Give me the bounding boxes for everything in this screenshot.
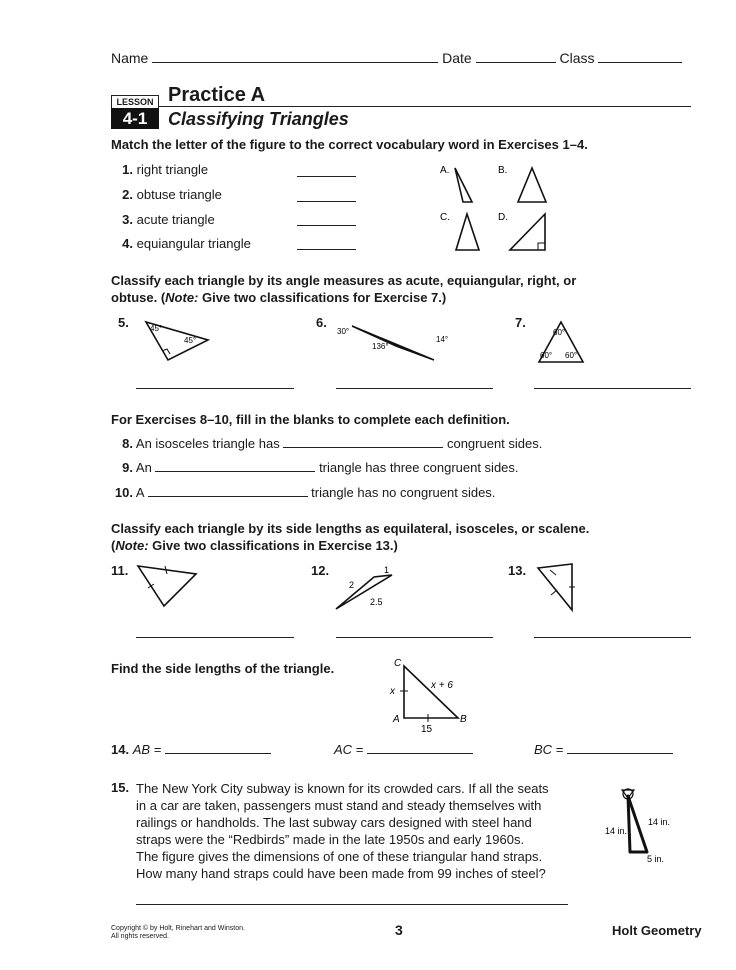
strap-base-label: 5 in. (647, 854, 665, 864)
section1-instruction: Match the letter of the figure to the correct vocabulary word in Exercises 1–4. (111, 137, 588, 152)
header-row (111, 50, 682, 66)
answer-blank-3[interactable] (297, 225, 356, 226)
page-title: Practice A (168, 84, 266, 106)
exercise-6-number: 6. (316, 315, 327, 330)
answer-blank-bc[interactable] (567, 743, 673, 754)
figure-label-d: D. (498, 212, 508, 223)
triangle-c (456, 214, 479, 250)
book-title: Holt Geometry (612, 923, 702, 938)
exercise-4: 4. equiangular triangle (122, 236, 251, 251)
figures-abcd (430, 158, 570, 258)
answer-blank-10[interactable] (148, 486, 308, 497)
vertex-c-label: C (394, 658, 402, 669)
figure-label-a: A. (440, 165, 450, 176)
triangle-11 (134, 560, 204, 610)
exercise-1: 1. right triangle (122, 162, 209, 177)
answer-blank-6[interactable] (336, 388, 493, 389)
angle-label: 60° (540, 351, 553, 360)
triangle-abc (385, 654, 480, 736)
angle-label: 30° (337, 327, 350, 336)
name-field[interactable] (152, 52, 438, 63)
exercise-14-ac: AC = (334, 742, 473, 757)
strap-side-right-label: 14 in. (648, 817, 671, 827)
triangle-d (510, 214, 545, 250)
lesson-badge-number: 4-1 (111, 108, 159, 129)
exercise-14-ab: 14. AB = (111, 742, 271, 757)
section5-instruction: Find the side lengths of the triangle. (111, 661, 335, 676)
triangle-a (455, 168, 472, 202)
figure-label-c: C. (440, 212, 450, 223)
answer-blank-15[interactable] (136, 904, 568, 905)
vertex-a-label: A (393, 714, 400, 725)
strap-side-left-label: 14 in. (605, 826, 628, 836)
angle-label: 60° (553, 328, 566, 337)
date-field[interactable] (476, 52, 556, 63)
answer-blank-12[interactable] (336, 637, 493, 638)
exercise-8: 8. An isosceles triangle has congruent sides. (122, 436, 543, 451)
exercise-14-bc: BC = (534, 742, 673, 757)
answer-blank-ab[interactable] (165, 743, 271, 754)
lesson-badge-top: LESSON (111, 95, 159, 109)
exercise-13-number: 13. (508, 563, 527, 578)
side-label: 2.5 (370, 597, 383, 607)
answer-blank-8[interactable] (283, 437, 443, 448)
triangle-7 (535, 318, 587, 366)
triangle-5 (140, 318, 215, 368)
exercise-15-number: 15. (111, 780, 130, 795)
section2-instruction-line2: obtuse. (Note: Give two classifications for Exercise 7.) (111, 290, 447, 305)
section2-instruction-line1: Classify each triangle by its angle measures as acute, equiangular, right, or (111, 273, 577, 288)
vertex-b-label: B (460, 714, 467, 725)
exercise-15-text: The New York City subway is known for its crowded cars. If all the seats in a car are taken, passengers must stand and steady themselves with railings or handholds. The last subway cars designed with steel hand straps were the “Redbirds” made in the late 1950s and early 1960s. The figure gives the dimensions of one of these triangular hand straps. How many hand straps could have been made from 99 inches of steel? (136, 781, 549, 881)
date-label: Date (442, 50, 472, 66)
angle-label: 136° (372, 342, 389, 351)
section3-instruction: For Exercises 8–10, fill in the blanks to complete each definition. (111, 412, 510, 427)
section4-instruction-line2: (Note: Give two classifications in Exercise 13.) (111, 538, 398, 553)
answer-blank-4[interactable] (297, 249, 356, 250)
side-cb-label: x + 6 (431, 680, 453, 691)
figure-label-b: B. (498, 165, 508, 176)
exercise-5-number: 5. (118, 315, 129, 330)
page-number: 3 (395, 922, 403, 938)
answer-blank-1[interactable] (297, 176, 356, 177)
triangle-6 (334, 318, 449, 366)
angle-label: 14° (436, 335, 449, 344)
title-rule (159, 106, 691, 107)
exercise-11-number: 11. (111, 563, 129, 578)
page-subtitle: Classifying Triangles (168, 109, 349, 129)
answer-blank-2[interactable] (297, 201, 356, 202)
triangle-12 (332, 565, 407, 613)
answer-blank-5[interactable] (136, 388, 294, 389)
answer-blank-11[interactable] (136, 637, 294, 638)
answer-blank-9[interactable] (155, 461, 315, 472)
exercise-10: 10. A triangle has no congruent sides. (114, 485, 496, 500)
class-label: Class (559, 50, 595, 66)
answer-blank-13[interactable] (534, 637, 691, 638)
section4-instruction-line1: Classify each triangle by its side lengths as equilateral, isosceles, or scalene. (111, 521, 590, 536)
triangle-b (518, 168, 546, 202)
right-angle-mark (538, 243, 545, 250)
side-label: 2 (349, 580, 355, 590)
exercise-7-number: 7. (515, 315, 526, 330)
exercise-3: 3. acute triangle (122, 212, 215, 227)
hand-strap-figure (600, 782, 680, 868)
side-ab-label: 15 (421, 724, 433, 735)
copyright: Copyright © by Holt, Rinehart and Winston. All rights reserved. (111, 925, 245, 940)
answer-blank-ac[interactable] (367, 743, 473, 754)
exercise-12-number: 12. (311, 563, 330, 578)
class-field[interactable] (598, 52, 682, 63)
exercise-2: 2. obtuse triangle (122, 187, 222, 202)
angle-label: 45° (150, 324, 163, 333)
side-label: 1 (384, 565, 390, 575)
answer-blank-7[interactable] (534, 388, 691, 389)
side-ac-label: x (390, 686, 395, 697)
exercise-9: 9. An triangle has three congruent sides. (122, 460, 519, 475)
angle-label: 45° (184, 336, 197, 345)
triangle-13 (530, 560, 585, 614)
angle-label: 60° (565, 351, 578, 360)
name-label: Name (111, 50, 149, 66)
